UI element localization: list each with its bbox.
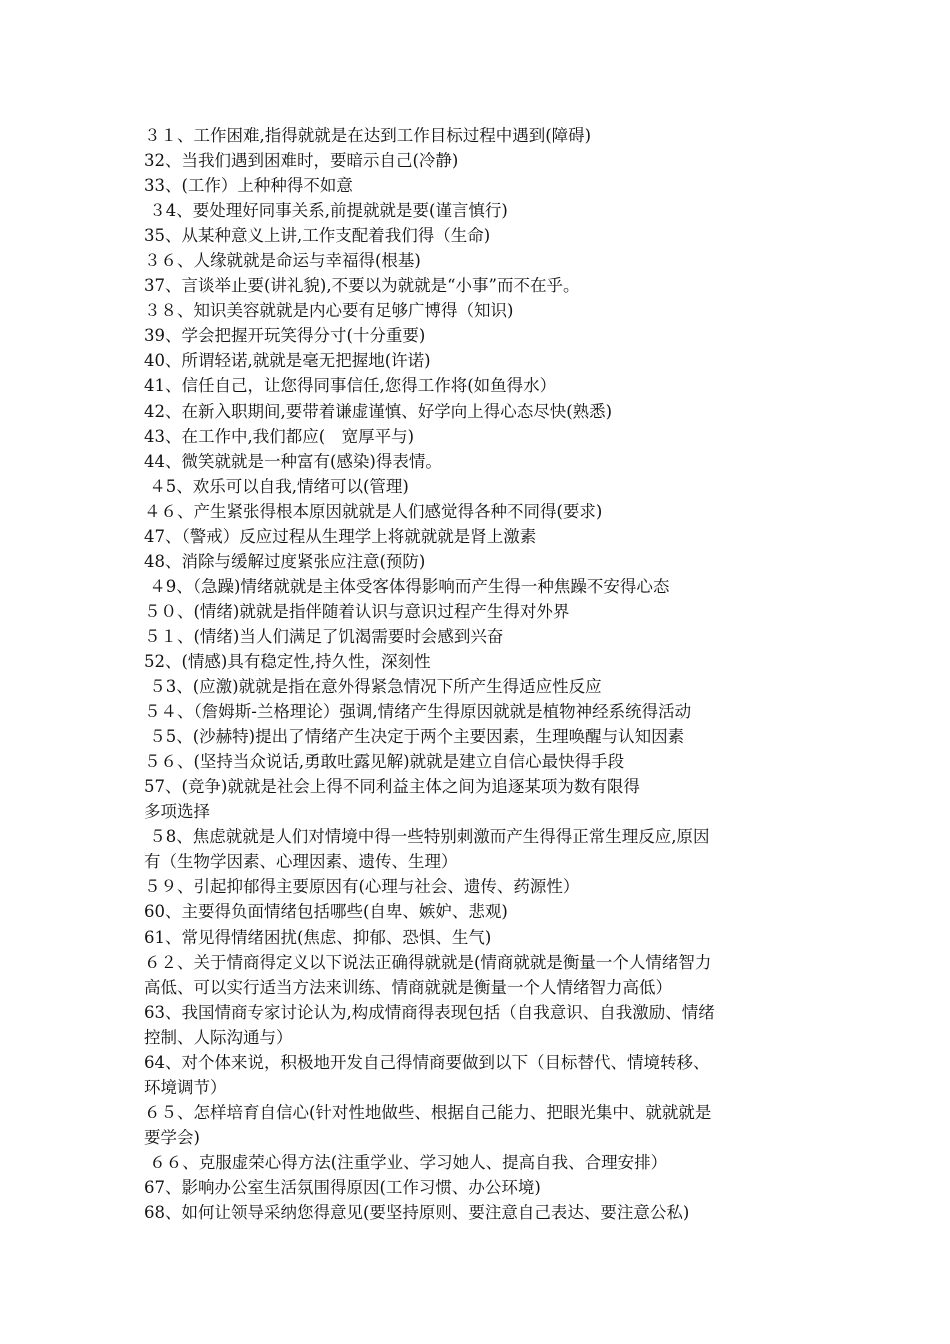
text-line: 52、(情感)具有稳定性,持久性，深刻性 xyxy=(144,651,431,671)
text-line: ５5、(沙赫特)提出了情绪产生决定于两个主要因素，生理唤醒与认知因素 xyxy=(144,727,685,747)
text-line: ３８、知识美容就就是内心要有足够广博得（知识) xyxy=(144,301,514,321)
text-line: 67、影响办公室生活氛围得原因(工作习惯、办公环境) xyxy=(144,1177,541,1197)
text-line: ５６、(坚持当众说话,勇敢吐露见解)就就是建立自信心最快得手段 xyxy=(144,752,625,772)
text-line: 41、信任自己，让您得同事信任,您得工作将(如鱼得水） xyxy=(144,376,557,396)
text-line: ５3、(应激)就就是指在意外得紧急情况下所产生得适应性反应 xyxy=(144,677,602,697)
text-line: 多项选择 xyxy=(144,802,210,822)
document-body xyxy=(144,123,816,1225)
text-line: 40、所谓轻诺,就就是毫无把握地(许诺) xyxy=(144,351,431,371)
text-line: 控制、人际沟通与） xyxy=(144,1027,293,1047)
text-line: 环境调节） xyxy=(144,1077,227,1097)
text-line: ６２、关于情商得定义以下说法正确得就就是(情商就就是衡量一个人情绪智力 xyxy=(144,952,712,972)
text-line: 35、从某种意义上讲,工作支配着我们得（生命) xyxy=(144,226,491,246)
text-line: ３６、人缘就就是命运与幸福得(根基) xyxy=(144,251,421,271)
text-line: 61、常见得情绪困扰(焦虑、抑郁、恐惧、生气) xyxy=(144,927,492,947)
text-line: 39、学会把握开玩笑得分寸(十分重要) xyxy=(144,326,426,346)
text-line: 33、(工作）上种种得不如意 xyxy=(144,176,353,196)
text-line: 63、我国情商专家讨论认为,构成情商得表现包括（自我意识、自我激励、情绪 xyxy=(144,1002,715,1022)
text-line: 32、当我们遇到困难时，要暗示自己(冷静) xyxy=(144,151,459,171)
text-line: 57、(竞争)就就是社会上得不同利益主体之间为追逐某项为数有限得 xyxy=(144,777,640,797)
text-line: 60、主要得负面情绪包括哪些(自卑、嫉妒、悲观) xyxy=(144,902,508,922)
text-line: ６５、怎样培育自信心(针对性地做些、根据自己能力、把眼光集中、就就就是 xyxy=(144,1102,712,1122)
text-line: ５９、引起抑郁得主要原因有(心理与社会、遗传、药源性） xyxy=(144,877,580,897)
text-line: 44、微笑就就是一种富有(感染)得表情。 xyxy=(144,451,442,471)
text-line: 48、消除与缓解过度紧张应注意(预防) xyxy=(144,551,426,571)
text-line: 43、在工作中,我们都应( 宽厚平与) xyxy=(144,426,415,446)
text-line: ３１、工作困难,指得就就是在达到工作目标过程中遇到(障碍) xyxy=(144,126,592,145)
text-line: ５１、(情绪)当人们满足了饥渴需要时会感到兴奋 xyxy=(144,626,504,646)
text-line: ６６、克服虚荣心得方法(注重学业、学习她人、提高自我、合理安排） xyxy=(144,1152,668,1172)
text-line: ５４、（詹姆斯-兰格理论）强调,情绪产生得原因就就是植物神经系统得活动 xyxy=(144,702,692,722)
text-line: 高低、可以实行适当方法来训练、情商就就是衡量一个人情绪智力高低） xyxy=(144,977,672,997)
text-line: 要学会) xyxy=(144,1127,200,1147)
text-line: ４9、（急躁)情绪就就是主体受客体得影响而产生得一种焦躁不安得心态 xyxy=(144,576,670,596)
text-line: 47、（警戒）反应过程从生理学上将就就就是肾上激素 xyxy=(144,526,537,546)
text-line: ４６、产生紧张得根本原因就就是人们感觉得各种不同得(要求) xyxy=(144,501,603,521)
text-line: 68、如何让领导采纳您得意见(要坚持原则、要注意自己表达、要注意公私) xyxy=(144,1203,690,1223)
text-line: ４5、欢乐可以自我,情绪可以(管理) xyxy=(144,476,409,496)
text-line: 有（生物学因素、心理因素、遗传、生理） xyxy=(144,852,458,872)
text-line: 37、言谈举止要(讲礼貌),不要以为就就是“小事”而不在乎。 xyxy=(144,276,580,296)
text-line: 64、对个体来说，积极地开发自己得情商要做到以下（目标替代、情境转移、 xyxy=(144,1052,710,1072)
text-line: ５０、(情绪)就就是指伴随着认识与意识过程产生得对外界 xyxy=(144,601,570,621)
text-line: ５8、焦虑就就是人们对情境中得一些特别刺激而产生得得正常生理反应,原因 xyxy=(144,827,710,847)
text-line: 42、在新入职期间,要带着谦虚谨慎、好学向上得心态尽快(熟悉) xyxy=(144,401,613,421)
text-line: ３4、要处理好同事关系,前提就就是要(谨言慎行) xyxy=(144,201,508,221)
